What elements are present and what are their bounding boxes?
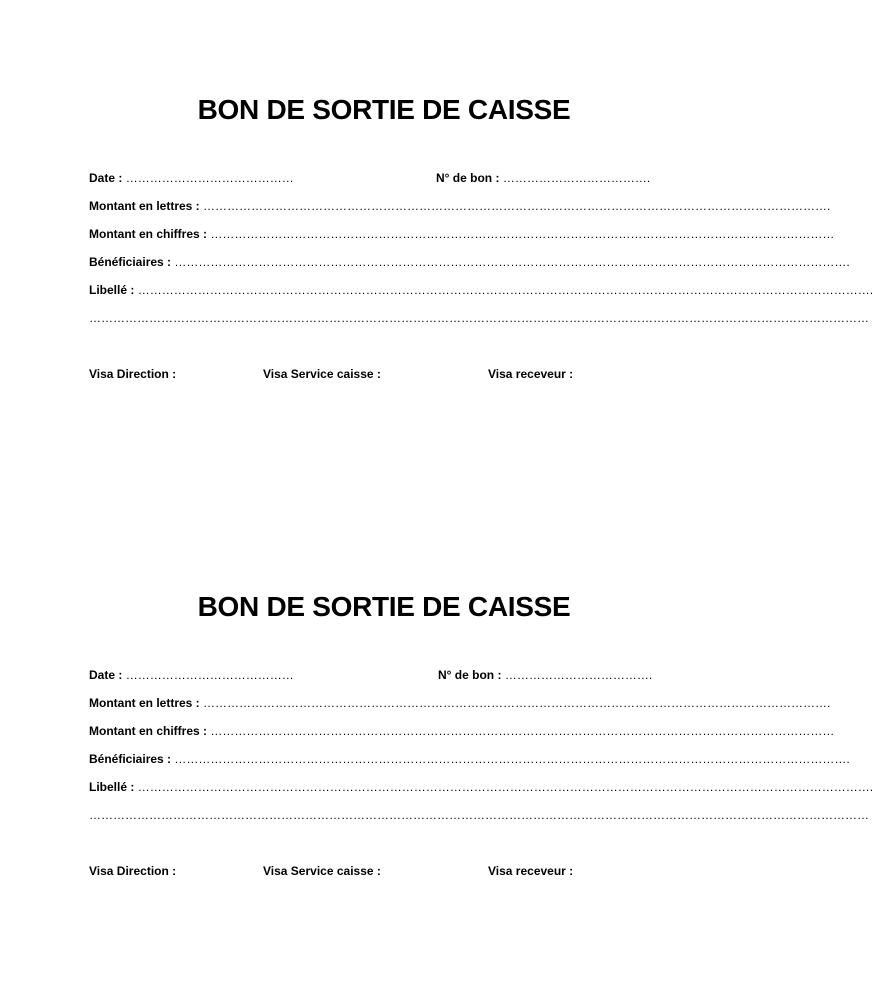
beneficiaires-field <box>89 255 850 269</box>
date-field <box>89 171 389 185</box>
visa-service-caisse-label: Visa Service caisse : <box>263 367 381 381</box>
montant-chiffres-value: ………………………………………………………………………………………………………………………………………… <box>210 227 835 241</box>
montant-lettres-value: …………………………………………………………………………………………………………………………………………. <box>203 199 831 213</box>
montant-lettres-label: Montant en lettres : <box>89 199 200 213</box>
date-field <box>89 668 389 682</box>
montant-chiffres-field <box>89 227 835 241</box>
montant-lettres-value: …………………………………………………………………………………………………………………………………………. <box>203 696 831 710</box>
bon-number-field <box>438 668 678 682</box>
libelle-extra-dots: …………………………………………………………………………………………………………………………………………………………………………… <box>89 808 869 822</box>
libelle-extra-dots: …………………………………………………………………………………………………………………………………………………………………………… <box>89 311 869 325</box>
visa-direction-label: Visa Direction : <box>89 864 177 878</box>
beneficiaires-value: ……………………………………………………………………………………………………………………………………………………. <box>174 752 850 766</box>
date-value: …………………………………… <box>125 171 294 185</box>
visa-receveur-label: Visa receveur : <box>488 864 574 878</box>
voucher-2 <box>0 497 873 897</box>
montant-lettres-field <box>89 199 831 213</box>
visa-service-caisse-label: Visa Service caisse : <box>263 864 381 878</box>
voucher-1 <box>0 0 873 400</box>
montant-lettres-field <box>89 696 831 710</box>
libelle-label: Libellé : <box>89 283 135 297</box>
libelle-value: …………………………………………………………………………………………………………………………………………………………………. <box>137 780 873 794</box>
libelle-field <box>89 780 873 794</box>
beneficiaires-label: Bénéficiaires : <box>89 752 172 766</box>
montant-lettres-label: Montant en lettres : <box>89 696 200 710</box>
bon-number-label: N° de bon : <box>436 171 500 185</box>
libelle-field <box>89 283 873 297</box>
montant-chiffres-label: Montant en chiffres : <box>89 724 208 738</box>
beneficiaires-label: Bénéficiaires : <box>89 255 172 269</box>
voucher-title: BON DE SORTIE DE CAISSE <box>197 94 571 125</box>
bon-number-label: N° de bon : <box>438 668 502 682</box>
beneficiaires-value: ……………………………………………………………………………………………………………………………………………………. <box>174 255 850 269</box>
beneficiaires-field <box>89 752 850 766</box>
bon-number-field <box>436 171 676 185</box>
montant-chiffres-value: ………………………………………………………………………………………………………………………………………… <box>210 724 835 738</box>
bon-number-value: ………………………………. <box>502 171 651 185</box>
libelle-extra-line <box>89 311 869 325</box>
libelle-label: Libellé : <box>89 780 135 794</box>
libelle-extra-line <box>89 808 869 822</box>
libelle-value: …………………………………………………………………………………………………………………………………………………………………. <box>137 283 873 297</box>
voucher-title: BON DE SORTIE DE CAISSE <box>197 591 571 622</box>
visa-receveur-label: Visa receveur : <box>488 367 574 381</box>
visa-direction-label: Visa Direction : <box>89 367 177 381</box>
date-label: Date : <box>89 171 123 185</box>
bon-number-value: ………………………………. <box>504 668 653 682</box>
montant-chiffres-label: Montant en chiffres : <box>89 227 208 241</box>
montant-chiffres-field <box>89 724 835 738</box>
date-label: Date : <box>89 668 123 682</box>
date-value: …………………………………… <box>125 668 294 682</box>
